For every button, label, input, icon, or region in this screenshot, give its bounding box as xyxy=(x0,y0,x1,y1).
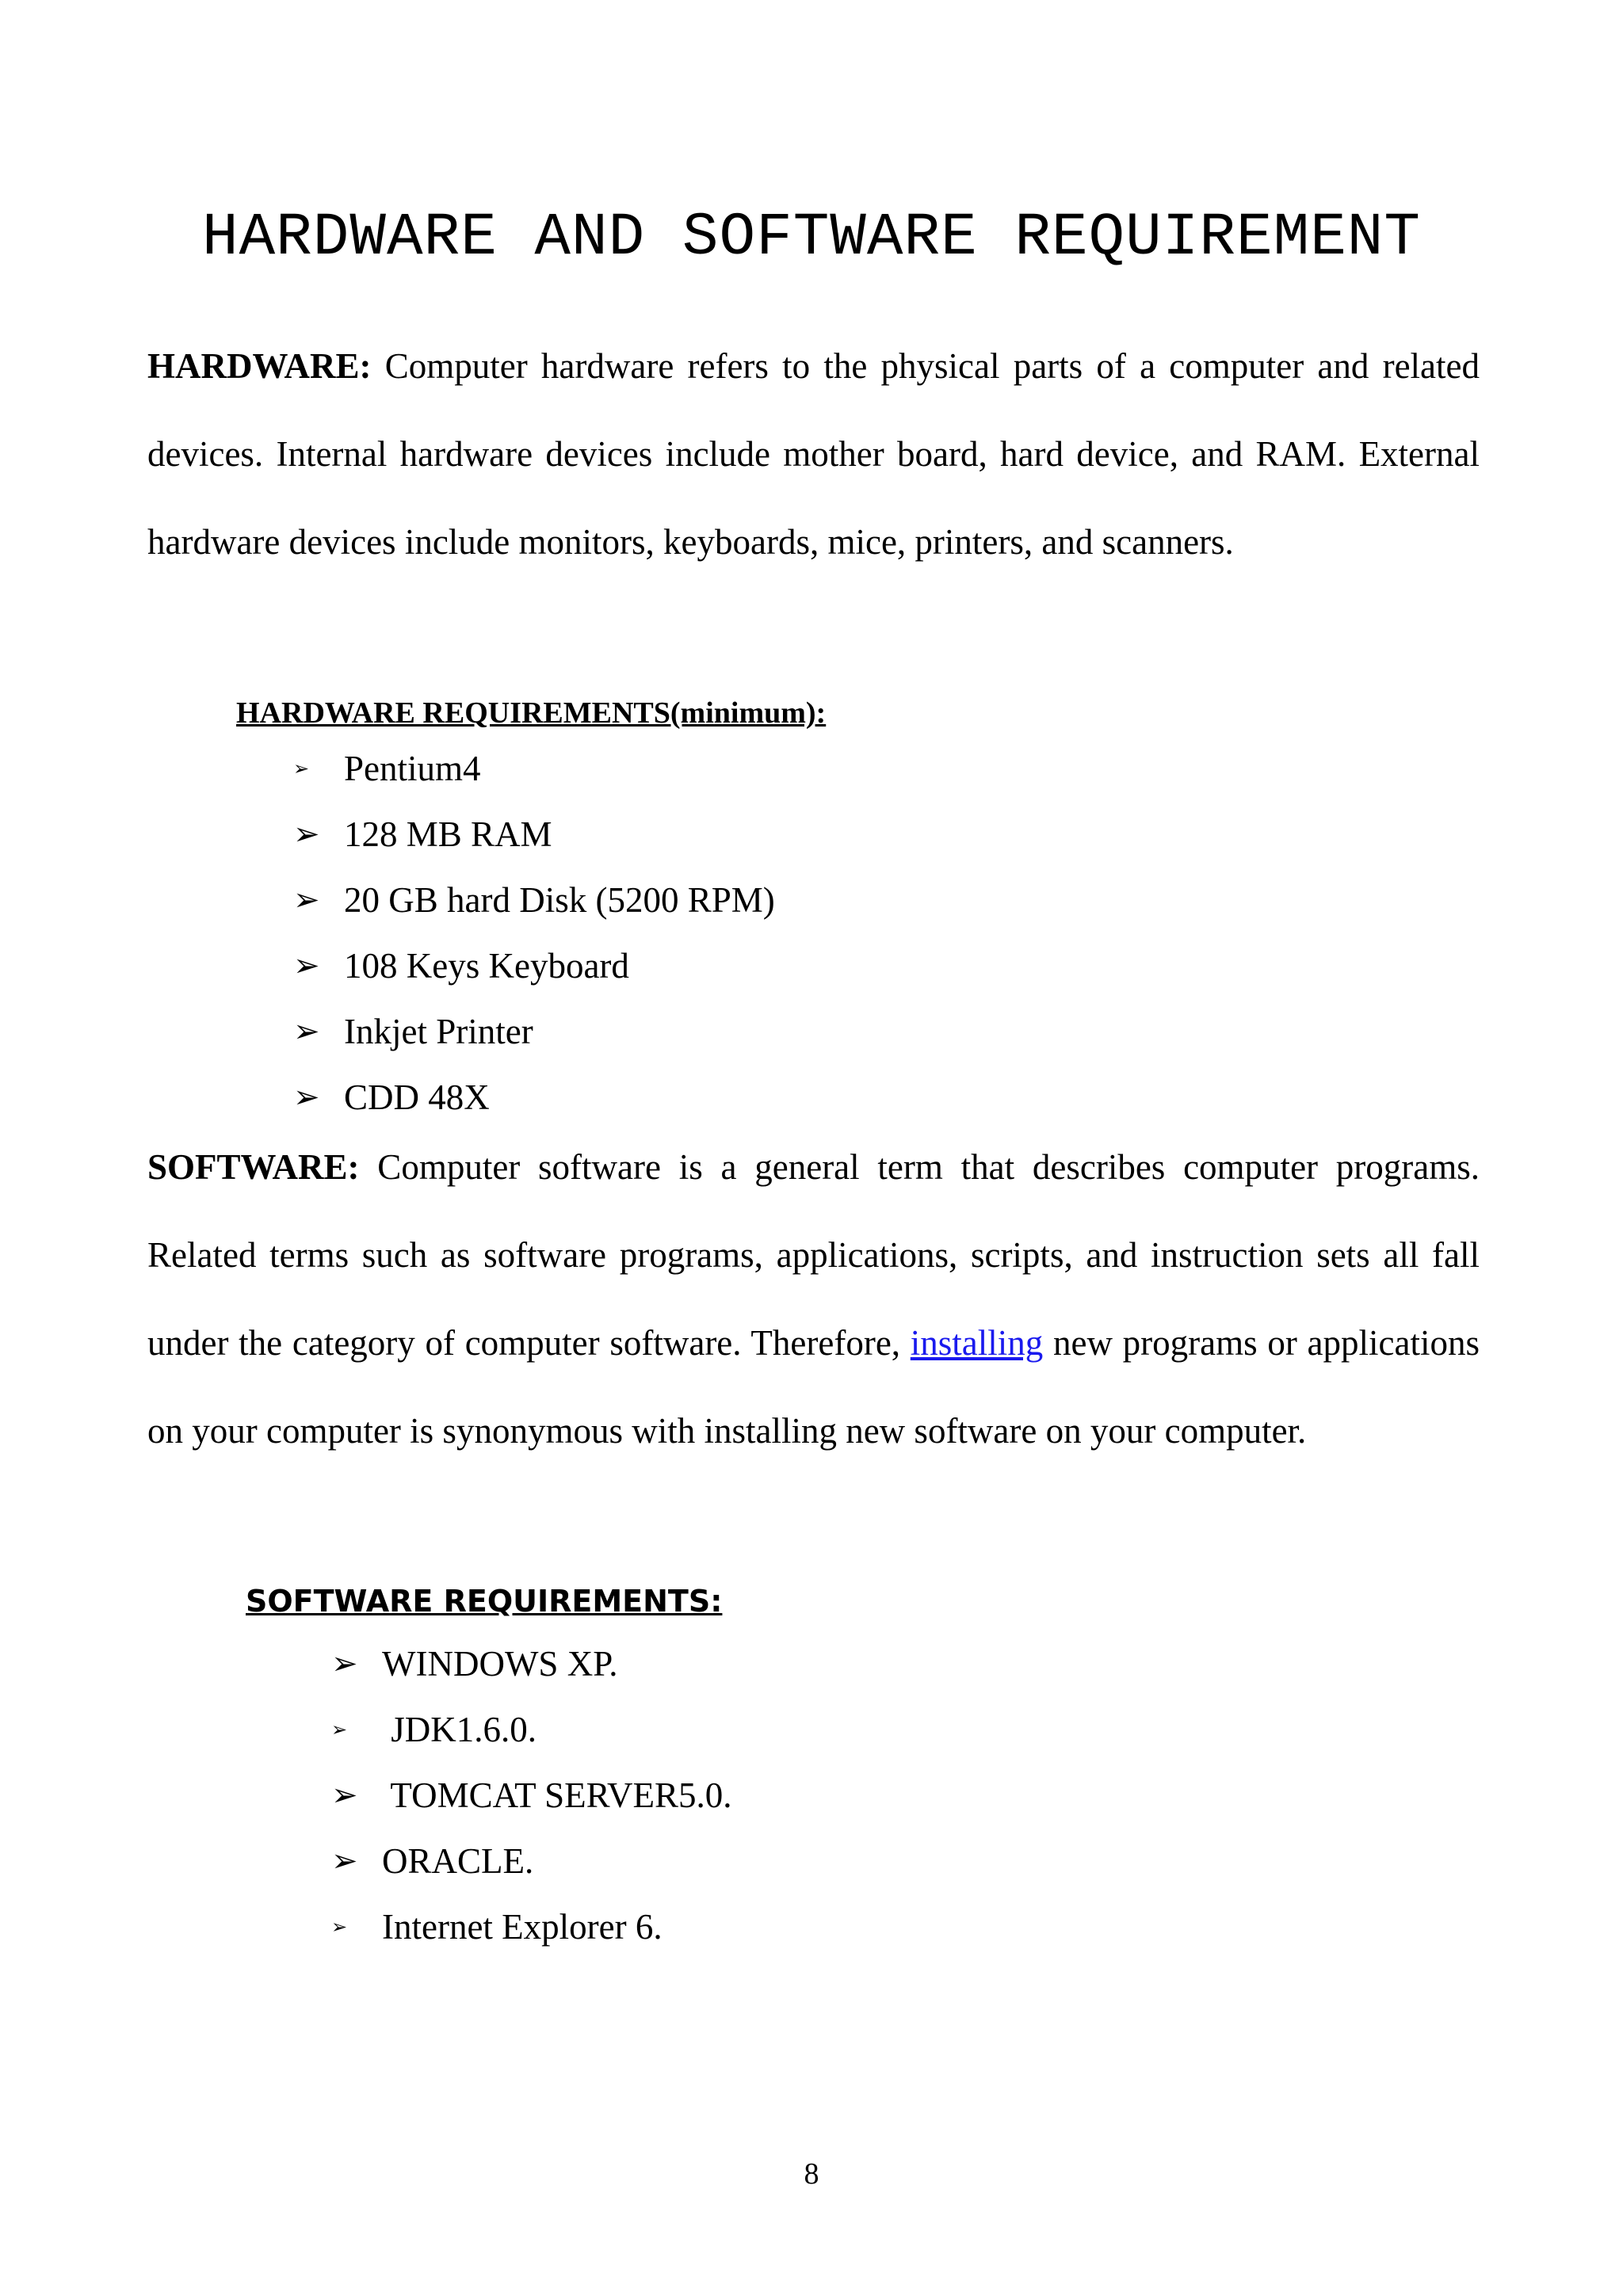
arrow-bullet-icon: ➢ xyxy=(293,757,310,780)
arrow-bullet-icon: ➢ xyxy=(331,1916,348,1938)
arrow-bullet-icon: ➢ xyxy=(293,816,320,852)
list-item xyxy=(293,942,775,1008)
list-item-text: 128 MB RAM xyxy=(344,814,552,854)
list-item xyxy=(293,876,775,942)
arrow-bullet-icon: ➢ xyxy=(293,1079,320,1116)
hardware-paragraph xyxy=(147,322,1480,586)
list-item xyxy=(293,810,775,876)
software-requirements-list xyxy=(331,1640,732,1969)
list-item-text: TOMCAT SERVER5.0. xyxy=(382,1775,732,1815)
list-item-text: 20 GB hard Disk (5200 RPM) xyxy=(344,880,775,920)
list-item-text: Internet Explorer 6. xyxy=(382,1907,663,1947)
software-description-start: Computer software is a general term that describes computer programs. Related terms such as software programs, applications, scripts, and instruction sets all fall under the category of computer software. Therefore, xyxy=(147,1147,1480,1363)
list-item xyxy=(331,1640,732,1706)
software-lead: SOFTWARE: xyxy=(147,1147,360,1187)
arrow-bullet-icon: ➢ xyxy=(331,1777,358,1814)
software-paragraph xyxy=(147,1123,1480,1475)
list-item xyxy=(293,1008,775,1074)
list-item-text: 108 Keys Keyboard xyxy=(344,946,629,986)
arrow-bullet-icon: ➢ xyxy=(293,882,320,918)
arrow-bullet-icon: ➢ xyxy=(331,1843,358,1879)
arrow-bullet-icon: ➢ xyxy=(331,1718,348,1741)
arrow-bullet-icon: ➢ xyxy=(331,1646,358,1682)
list-item-text: ORACLE. xyxy=(382,1841,534,1881)
list-item-text: Inkjet Printer xyxy=(344,1012,533,1051)
list-item xyxy=(293,745,775,810)
installing-link[interactable]: installing xyxy=(910,1323,1044,1363)
arrow-bullet-icon: ➢ xyxy=(293,1013,320,1050)
list-item xyxy=(331,1837,732,1903)
hardware-lead: HARDWARE: xyxy=(147,346,372,386)
list-item-text: CDD 48X xyxy=(344,1077,490,1117)
arrow-bullet-icon: ➢ xyxy=(293,948,320,984)
list-item xyxy=(331,1903,732,1969)
hardware-requirements-heading: HARDWARE REQUIREMENTS(minimum): xyxy=(236,696,827,730)
list-item xyxy=(331,1706,732,1772)
list-item-text: WINDOWS XP. xyxy=(382,1644,618,1684)
list-item xyxy=(331,1772,732,1837)
list-item-text: JDK1.6.0. xyxy=(382,1710,537,1749)
software-description-end: new programs or applications on your computer is synonymous with installing new software on your computer. xyxy=(147,1323,1480,1451)
list-item-text: Pentium4 xyxy=(344,749,481,788)
page-number: 8 xyxy=(804,2157,819,2191)
hardware-description: Computer hardware refers to the physical parts of a computer and related devices. Internal hardware devices include mother board, hard device, and RAM. External hardware devices include monitors, keyboards, mice, printers, and scanners. xyxy=(147,346,1480,562)
software-requirements-heading: SOFTWARE REQUIREMENTS: xyxy=(246,1584,723,1619)
page-title: HARDWARE AND SOFTWARE REQUIREMENT xyxy=(201,204,1422,272)
hardware-requirements-list xyxy=(293,745,775,1139)
